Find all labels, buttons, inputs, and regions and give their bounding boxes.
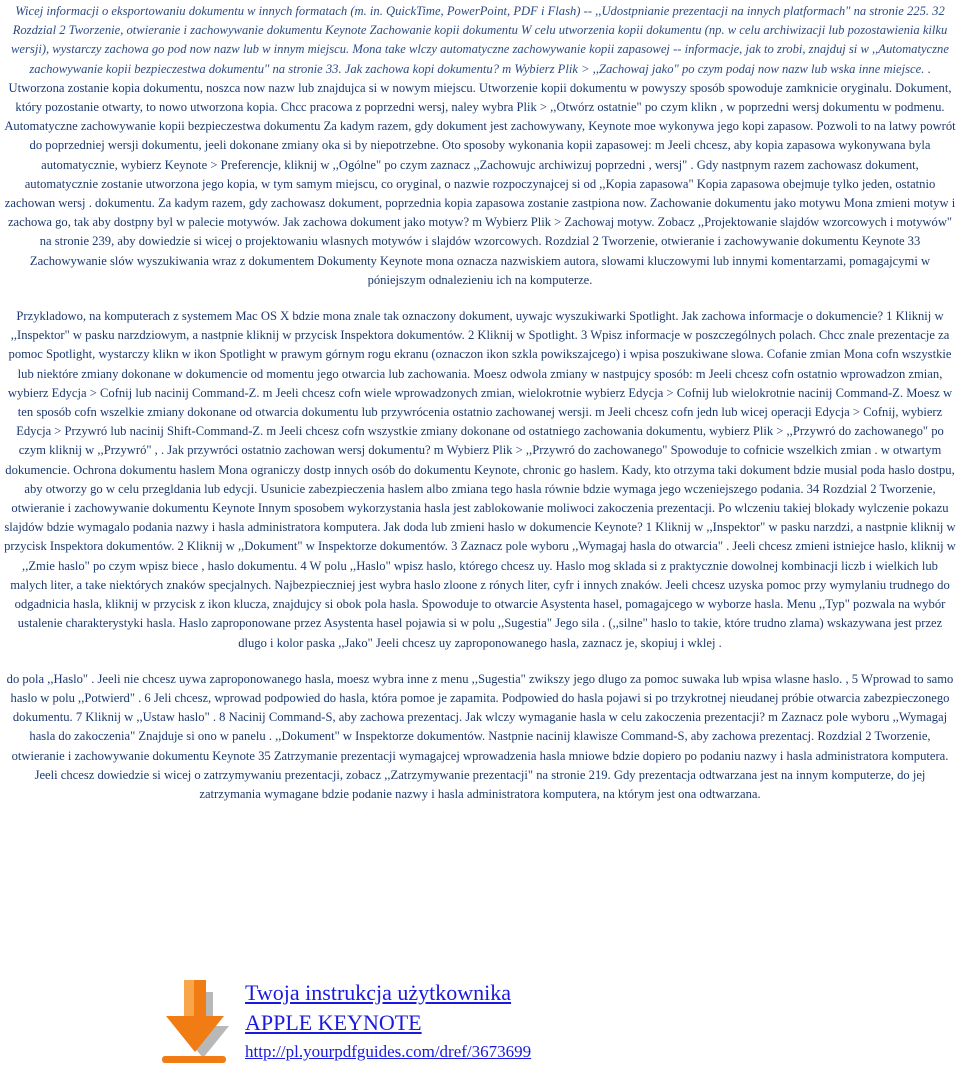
paragraph-2 bbox=[4, 307, 956, 653]
text-run: Przykladowo, na komputerach z systemem Mac OS X bdzie mona znale tak oznaczony dokument, uywajc wyszukiwarki Spotlight. Jak zachowa informacje o dokumencie? 1 Kliknij w ,,Inspektor" w pasku narzdziowym, a nastpnie kliknij w przycisk Inspektora dokumentów. 2 Kliknij w Spotlight. 3 Wpisz informacje w poszczególnych polach. Chcc znale prezentacje za pomoc Spotlight, wystarczy klikn w ikon Spotlight w prawym górnym rogu ekranu (oznaczon ikon szkla powikszajcego) i wpisa poszukiwane slowa. Cofanie zmian Mona cofn wszystkie lub niektóre zmiany dokonane w dokumencie od momentu jego otwarcia lub zachowania. Moesz odwola zmiany w nastpujcy sposób: m Jeeli chcesz cofn ostatnio wprowadzon zmian, wybierz Edycja > Cofnij lub nacinij Command-Z. m Jeeli chcesz cofn wiele wprowadzonych zmian, wielokrotnie wybierz Edycja > Cofnij lub wielokrotnie nacinij Command-Z. Moesz w ten sposób cofn wszelkie zmiany dokonane od otwarcia dokumentu lub przywrócenia ostatnio zachowanej wersji. m Jeeli chcesz cofn jedn lub wicej operacji Edycja > Cofnij, wybierz Edycja > Przywró lub nacinij Shift-Command-Z. m Jeeli chcesz cofn wszystkie zmiany dokonane od ostatniego zachowania dokumentu, wybierz Plik > ,,Przywró do zachowanego" po czym kliknij w ,,Przywró" , . Jak przywróci ostatnio zachowan wersj dokumentu? m Wybierz Plik > ,,Przywró do zachowanego" Spowoduje to cofnicie wszelkich zmian . w otwartym dokumencie. Ochrona dokumentu haslem Mona ograniczy dostp innych osób do dokumentu Keynote, chronic go haslem. Kady, kto otrzyma taki dokument bdzie musial poda haslo dostpu, aby otworzy go w celu przegldania lub edycji. Usunicie zabezpieczenia haslem albo zmiana tego hasla równie bdzie wymaga jego wczeniejszego podania. 34 Rozdzial 2 Tworzenie, otwieranie i zachowywanie dokumentu Keynote Innym sposobem wykorzystania hasla jest zablokowanie moliwoci zakoczenia prezentacji. Po wlczeniu takiej blokady wylczenie pokazu slajdów bdzie wymagalo podania nazwy i hasla administratora komputera. Jak doda lub zmieni haslo w dokumencie Keynote? 1 Kliknij w ,,Inspektor" w pasku narzdzi, a nastpnie kliknij w przycisk Inspektora dokumentów. 2 Kliknij w ,,Dokument" w Inspektorze dokumentów. 3 Zaznacz pole wyboru ,,Wymagaj hasla do otwarcia" . Jeeli chcesz zmieni istniejce haslo, kliknij w ,,Zmie haslo" po czym wpisz biece , haslo dokumentu. 4 W polu ,,Haslo" wpisz haslo, którego chcesz uy. Haslo mog sklada si z praktycznie dowolnej kombinacji liczb i wielkich lub malych liter, a take niektórych znaków specjalnych. Najbezpieczniej jest wybra haslo zloone z rónych liter, cyfr i innych znaków. Jeeli chcesz uzyska pomoc przy wymylaniu trudnego do odgadnicia hasla, kliknij w przycisk z ikon klucza, znajdujcy si obok pola hasla. Spowoduje to otwarcie Asystenta hasel, pomagajcego w wyborze hasla. Menu ,,Typ" pozwala na wybór ustalenie charakterystyki hasla. Haslo zaproponowane przez Asystenta hasel pojawia si w polu ,,Sugestia" Jego sila . (,,silne" haslo to takie, które trudno zlama) wskazywana jest przez dlugo i kolor paska ,,Jako" Jeeli chcesz uy zaproponowanego hasla, zaznacz je, skopiuj i wklej . bbox=[4, 309, 956, 650]
product-model-link[interactable]: APPLE KEYNOTE bbox=[245, 1010, 422, 1035]
source-url-link[interactable]: http://pl.yourpdfguides.com/dref/3673699 bbox=[245, 1042, 532, 1061]
text-run: do pola ,,Haslo" . Jeeli nie chcesz uywa zaproponowanego hasla, moesz wybra inne z menu ,,Sugestia" zwikszy jego dlugo za pomoc suwaka lub wpisa wlasne haslo. , 5 Wprowad to samo haslo w polu ,,Potwierd" . 6 Jeli chcesz, wprowad podpowied do hasla, która pomoe je zapamita. Podpowied do hasla pojawi si po trzykrotnej nieudanej próbie otwarcia zabezpieczonego dokumentu. 7 Kliknij w ,,Ustaw haslo" . 8 Nacinij Command-S, aby zachowa prezentacj. Jak wlczy wymaganie hasla w celu zakoczenia prezentacji? m Zaznacz pole wyboru ,,Wymagaj hasla do zakoczenia" Znajduje si ono w panelu . ,,Dokument" w Inspektorze dokumentów. Nastpnie nacinij klawisze Command-S, aby zachowa prezentacj. Rozdzial 2 Tworzenie, otwieranie i zachowywanie dokumentu Keynote 35 Zatrzymanie prezentacji wymagajcej wprowadzenia hasla mniowe bdzie dopiero po podaniu nazwy i hasla administratora komputera. Jeeli chcesz dowiedzie si wicej o zatrzymywaniu prezentacji, zobacz ,,Zatrzymywanie prezentacji" na stronie 219. Gdy prezentacja odtwarzana jest na innym komputerze, do jej zatrzymania wymagane bdzie podanie nazwy i hasla administratora komputera, na którym jest ona odtwarzana. bbox=[6, 671, 954, 801]
document-body bbox=[4, 2, 956, 804]
paragraph-1 bbox=[4, 2, 956, 290]
text-run: Wicej informacji o eksportowaniu dokumentu w innych formatach (m. in. QuickTime, PowerPoint, PDF i Flash) -- ,,Udostpnianie prezentacji na innych platformach" na stronie 225. 32 Rozdzial 2 Tworzenie, otwieranie i zachowywanie dokumentu Keynote Zachowanie kopii dokumentu W celu utworzenia kopii dokumentu (np. w celu archiwizacji lub pozostawienia kilku wersji), wystarczy zachowa go pod now nazw lub w innym miejscu. Mona take wlczy automatyczne zachowywanie kopii zapasowej -- informacje, jak to zrobi, znajduj si w ,,Automatyczne zachowywanie kopii bezpieczestwa dokumentu" na stronie 33. Jak zachowa kopi dokumentu? m Wybierz Plik > ,,Zachowaj jako" po czym podaj now nazw lub wska inne miejsce. bbox=[11, 4, 949, 76]
paragraph-3 bbox=[4, 670, 956, 804]
footer-banner bbox=[0, 974, 960, 1072]
manual-title-link[interactable]: Twoja instrukcja użytkownika bbox=[245, 980, 512, 1005]
text-run: . Utworzona zostanie kopia dokumentu, noszca now nazw lub znajdujca si w nowym miejscu. Utworzenie kopii dokumentu w powyszy sposób spowoduje zamknicie oryginalu. Dokument, który pozostanie otwarty, to nowo utworzona kopia. Chcc pracowa z poprzedni wersj, naley wybra Plik > ,,Otwórz ostatnie" po czym klikn , w poprzedni wersj dokumentu w podmenu. Automatyczne zachowywanie kopii bezpieczestwa dokumentu Za kadym razem, gdy dokument jest zachowywany, Keynote moe wykonywa jego kopi zapasow. Pozwoli to na latwy powrót do poprzedniej wersji dokumentu, jeeli dokonane zmiany oka si by niepotrzebne. Oto sposoby wykonania kopii zapasowej: m Jeeli chcesz, aby kopia zapasowa wykonywana byla automatycznie, wybierz Keynote > Preferencje, kliknij w ,,Ogólne" po czym zaznacz ,,Zachowujc archiwizuj poprzedni , wersj" . Gdy nastpnym razem zachowasz dokument, automatycznie zostanie utworzona jego kopia, w tym samym miejscu, co oryginal, o nazwie rozpoczynajcej si od ,,Kopia zapasowa" Kopia zapasowa obejmuje tylko jeden, ostatnio zachowan wersj . dokumentu. Za kadym razem, gdy zachowasz dokument, poprzednia kopia zapasowa zostanie zastpiona now. Zachowanie dokumentu jako motywu Mona zmieni motyw i zachowa go, tak aby dostpny byl w palecie motywów. Jak zachowa dokument jako motyw? m Wybierz Plik > Zachowaj motyw. Zobacz ,,Projektowanie slajdów wzorcowych i motywów" na stronie 239, aby dowiedzie si wicej o projektowaniu wlasnych motywów i slajdów wzorcowych. Rozdzial 2 Tworzenie, otwieranie i zachowywanie dokumentu Keynote 33 Zachowywanie slów wyszukiwania wraz z dokumentem Dokumenty Keynote mona oznacza nazwiskiem autora, slowami kluczowymi lub innymi komentarzami, pomagajcymi w póniejszym odnalezieniu ich na komputerze. bbox=[4, 61, 956, 287]
orange-arrow-download-icon bbox=[158, 978, 234, 1066]
